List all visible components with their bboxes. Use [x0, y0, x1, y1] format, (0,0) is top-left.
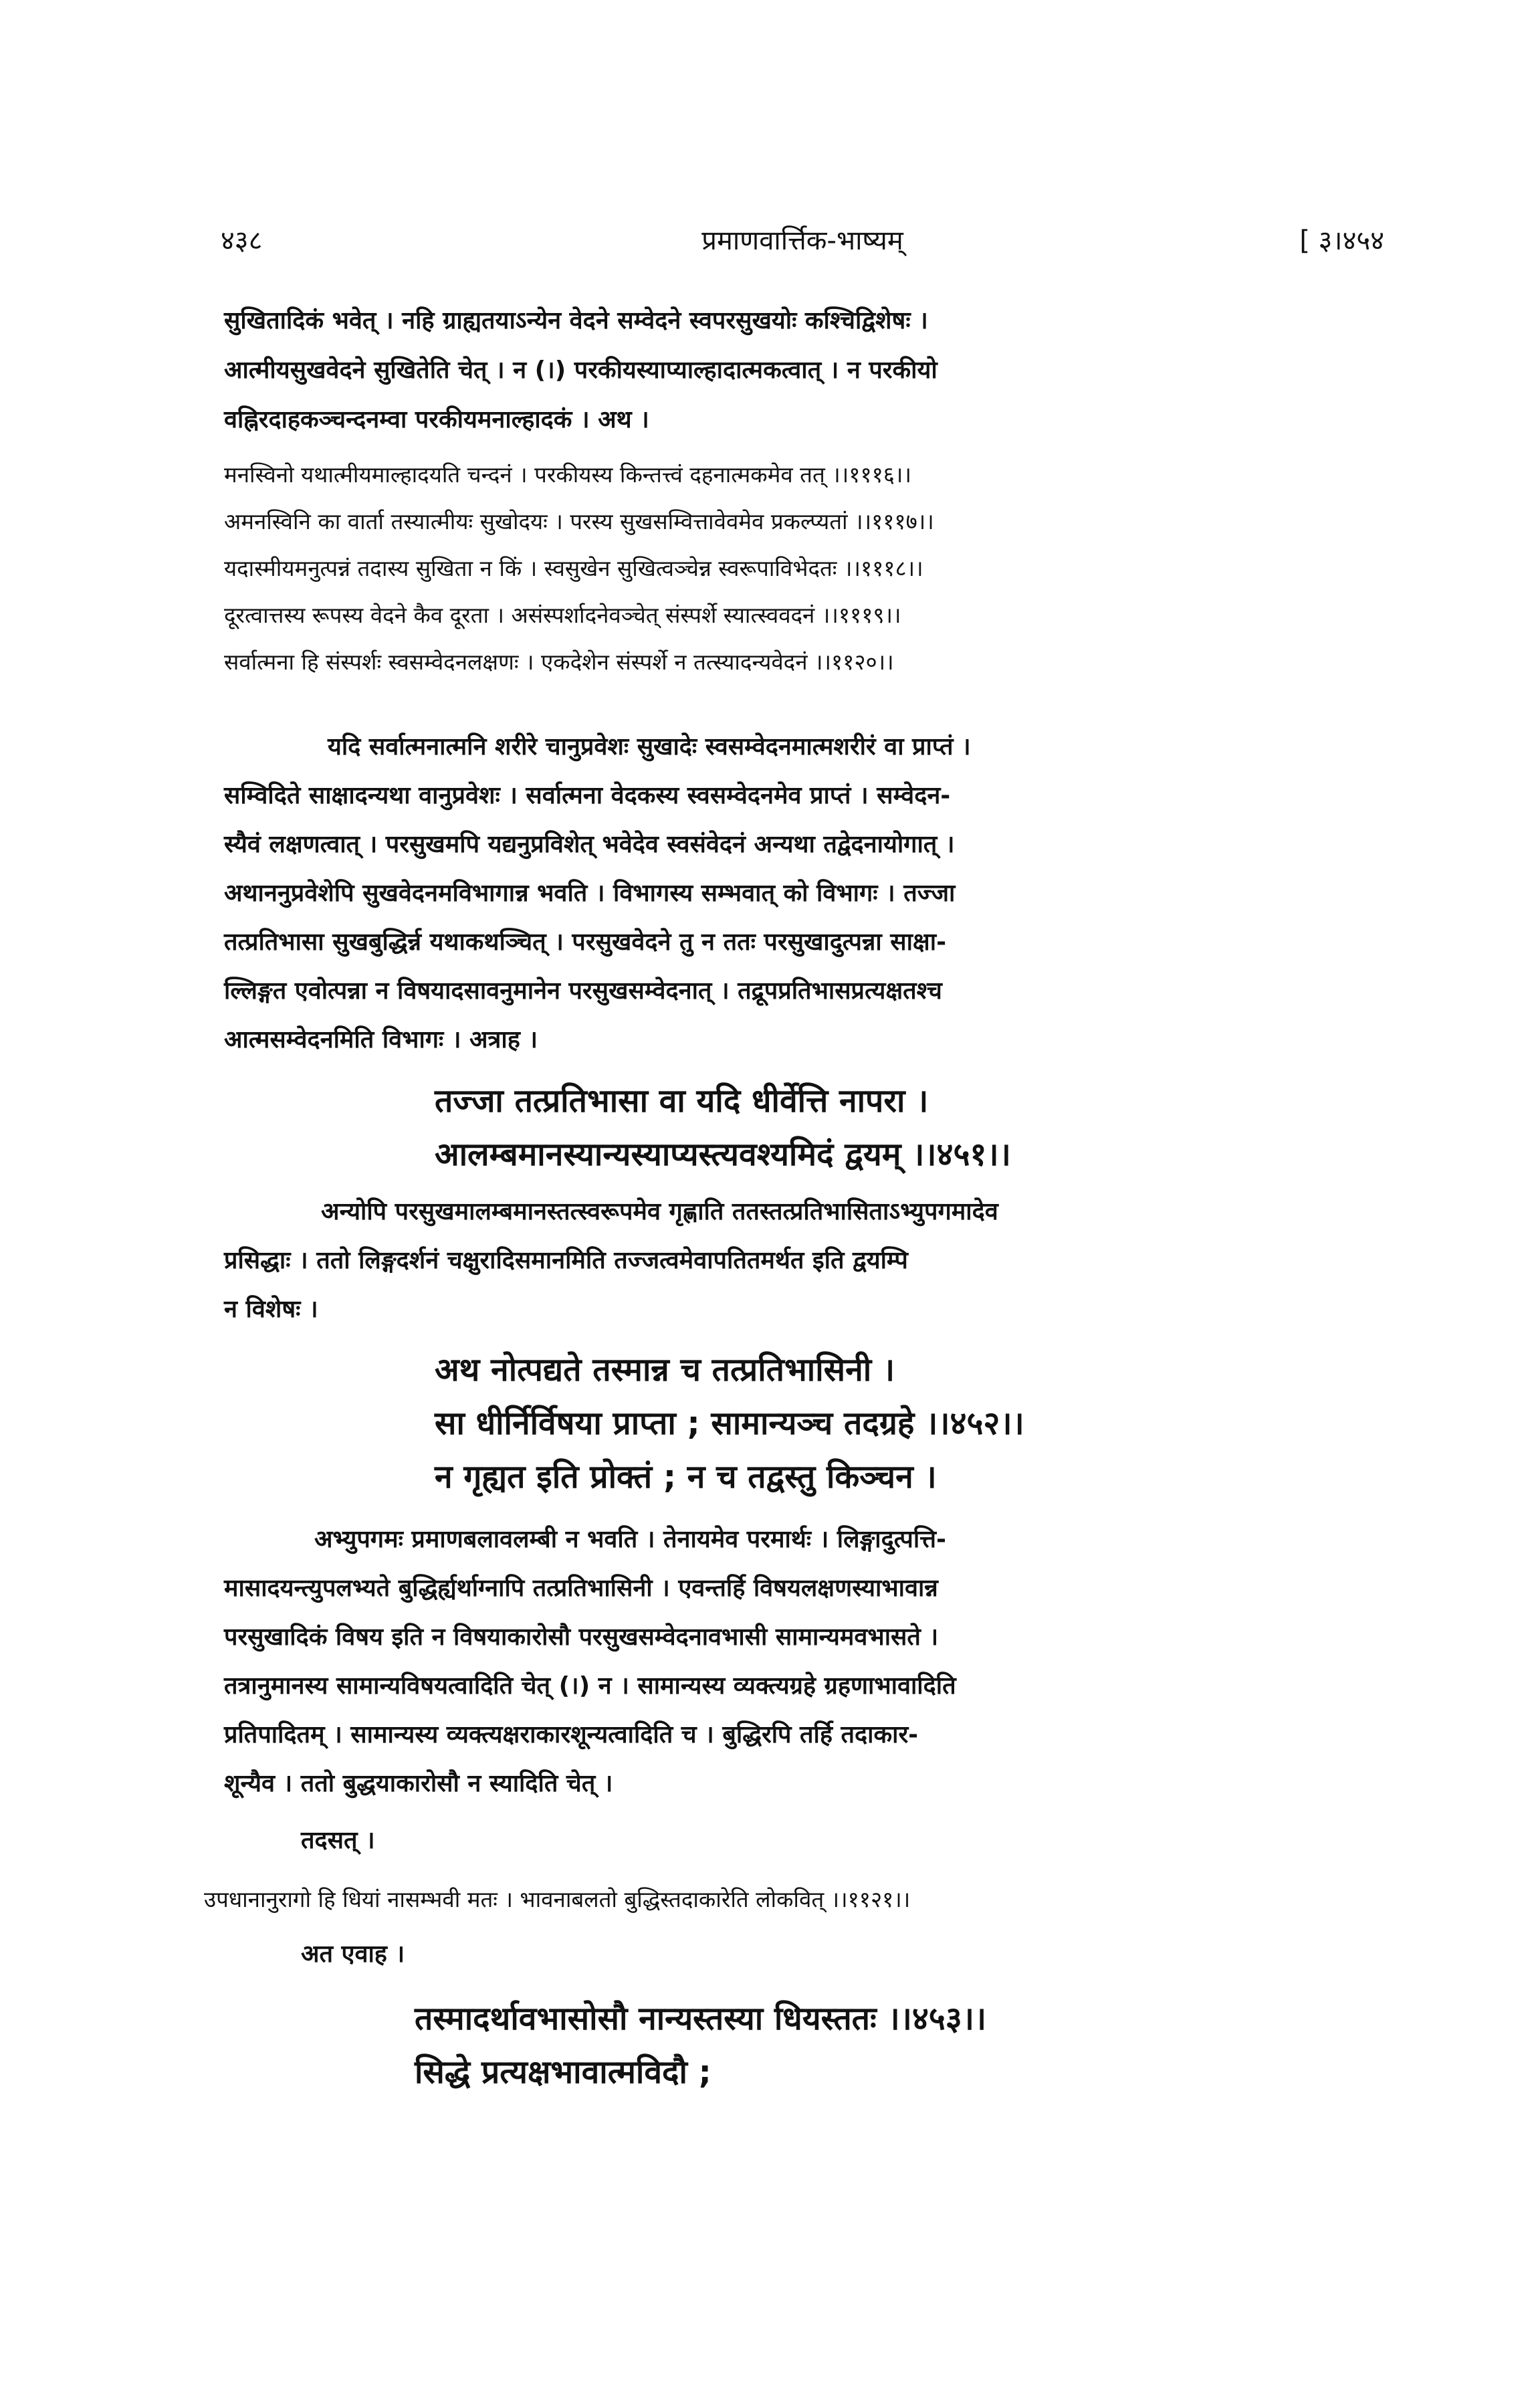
- body-line: प्रतिपादितम् । सामान्यस्य व्यक्त्यक्षराकारशून्यत्वादिति च । बुद्धिरपि तर्हि तदाकार-: [224, 1721, 919, 1748]
- karika-line: सर्वात्मना हि संस्पर्शः स्वसम्वेदनलक्षणः । एकदेशेन संस्पर्शे न तत्स्यादन्यवेदनं ।।११२०।।: [224, 649, 894, 675]
- verse-line: अथ नोत्पद्यते तस्मान्न च तत्प्रतिभासिनी ।: [435, 1351, 895, 1389]
- body-line: स्यैवं लक्षणत्वात् । परसुखमपि यद्यनुप्रविशेत् भवेदेव स्वसंवेदनं अन्यथा तद्वेदनायोगात् ।: [224, 831, 955, 858]
- body-line: तदसत् ।: [301, 1827, 375, 1854]
- verse-line: सा धीर्निर्विषया प्राप्ता ; सामान्यञ्च तदग्रहे ।।४५२।।: [435, 1405, 1024, 1442]
- verse-line: न गृह्यत इति प्रोक्तं ; न च तद्वस्तु किञ्चन ।: [435, 1458, 937, 1496]
- karika-line: मनस्विनो यथात्मीयमाल्हादयति चन्दनं । परकीयस्य किन्तत्त्वं दहनात्मकमेव तत् ।।१११६।।: [224, 462, 911, 488]
- body-line: आत्मसम्वेदनमिति विभागः । अत्राह ।: [224, 1026, 538, 1054]
- body-line: अन्योपि परसुखमालम्बमानस्तत्स्वरूपमेव गृह्णाति ततस्तत्प्रतिभासिताऽभ्युपगमादेव: [321, 1198, 998, 1225]
- body-line: वह्निरदाहकञ्चन्दनम्वा परकीयमनाल्हादकं । अथ ।: [224, 406, 649, 433]
- body-line: अथाननुप्रवेशेपि सुखवेदनमविभागान्न भवति । विभागस्य सम्भवात् को विभागः । तज्जा: [224, 880, 956, 907]
- karika-line: यदास्मीयमनुत्पन्नं तदास्य सुखिता न किं । स्वसुखेन सुखित्वञ्चेन्न स्वरूपाविभेदतः ।।१११८।।: [224, 555, 923, 581]
- body-line: आत्मीयसुखवेदने सुखितेति चेत् । न (।) परकीयस्याप्याल्हादात्मकत्वात् । न परकीयो: [224, 357, 938, 384]
- body-line: यदि सर्वात्मनात्मनि शरीरे चानुप्रवेशः सुखादेः स्वसम्वेदनमात्मशरीरं वा प्राप्तं ।: [328, 733, 971, 761]
- body-line: तत्रानुमानस्य सामान्यविषयत्वादिति चेत् (।) न । सामान्यस्य व्यक्त्यग्रहे ग्रहणाभावादिति: [224, 1672, 956, 1700]
- karika-line: उपधानानुरागो हि धियां नासम्भवी मतः । भावनाबलतो बुद्धिस्तदाकारेति लोकवित् ।।११२१।।: [204, 1886, 911, 1912]
- body-line: शून्यैव । ततो बुद्धयाकारोसौ न स्यादिति चेत् ।: [224, 1770, 613, 1797]
- karika-line: दूरत्वात्तस्य रूपस्य वेदने कैव दूरता । असंस्पर्शादनेवञ्चेत् संस्पर्शे स्यात्स्ववदनं ।।१११९।।: [224, 602, 901, 628]
- section-reference: [ ३।४५४: [1299, 225, 1384, 256]
- verse-line: आलम्बमानस्यान्यस्याप्यस्त्यवश्यमिदं द्वयम् ।।४५१।।: [435, 1136, 1011, 1173]
- karika-line: अमनस्विनि का वार्ता तस्यात्मीयः सुखोदयः । परस्य सुखसम्वित्तावेवमेव प्रकल्प्यतां ।।१११७।।: [224, 508, 934, 534]
- running-title: प्रमाणवार्त्तिक-भाष्यम्: [701, 225, 903, 256]
- body-line: सम्विदिते साक्षादन्यथा वानुप्रवेशः । सर्वात्मना वेदकस्य स्वसम्वेदनमेव प्राप्तं । सम्वेदन-: [224, 782, 951, 809]
- body-line: ल्लिङ्गत एवोत्पन्ना न विषयादसावनुमानेन परसुखसम्वेदनात् । तद्रूपप्रतिभासप्रत्यक्षतश्च: [224, 977, 942, 1005]
- verse-line: तस्मादर्थावभासोसौ नान्यस्तस्या धियस्ततः ।।४५३।।: [415, 2000, 987, 2037]
- page-number: ४३८: [221, 225, 263, 256]
- body-line: परसुखादिकं विषय इति न विषयाकारोसौ परसुखसम्वेदनावभासी सामान्यमवभासते ।: [224, 1623, 939, 1651]
- body-line: तत्प्रतिभासा सुखबुद्धिर्न्न यथाकथञ्चित् । परसुखवेदने तु न ततः परसुखादुत्पन्ना साक्षा-: [224, 928, 947, 956]
- verse-line: सिद्धे प्रत्यक्षभावात्मविदौ ;: [415, 2053, 711, 2091]
- verse-line: तज्जा तत्प्रतिभासा वा यदि धीर्वेत्ति नापरा ।: [435, 1082, 929, 1120]
- page-header: [221, 221, 1384, 268]
- body-line: सुखितादिकं भवेत् । नहि ग्राह्यतयाऽन्येन वेदने सम्वेदने स्वपरसुखयोः कश्चिद्विशेषः ।: [224, 307, 928, 334]
- body-line: मासादयन्त्युपलभ्यते बुद्धिर्ह्यर्थाग्नापि तत्प्रतिभासिनी । एवन्तर्हि विषयलक्षणस्याभावान्न: [224, 1575, 938, 1602]
- body-line: प्रसिद्धाः । ततो लिङ्गदर्शनं चक्षुरादिसमानमिति तज्जत्वमेवापतितमर्थत इति द्वयम्पि: [224, 1247, 908, 1274]
- body-line: अत एवाह ।: [301, 1940, 405, 1968]
- body-line: न विशेषः ।: [224, 1296, 318, 1323]
- body-line: अभ्युपगमः प्रमाणबलावलम्बी न भवति । तेनायमेव परमार्थः । लिङ्गादुत्पत्ति-: [314, 1526, 946, 1553]
